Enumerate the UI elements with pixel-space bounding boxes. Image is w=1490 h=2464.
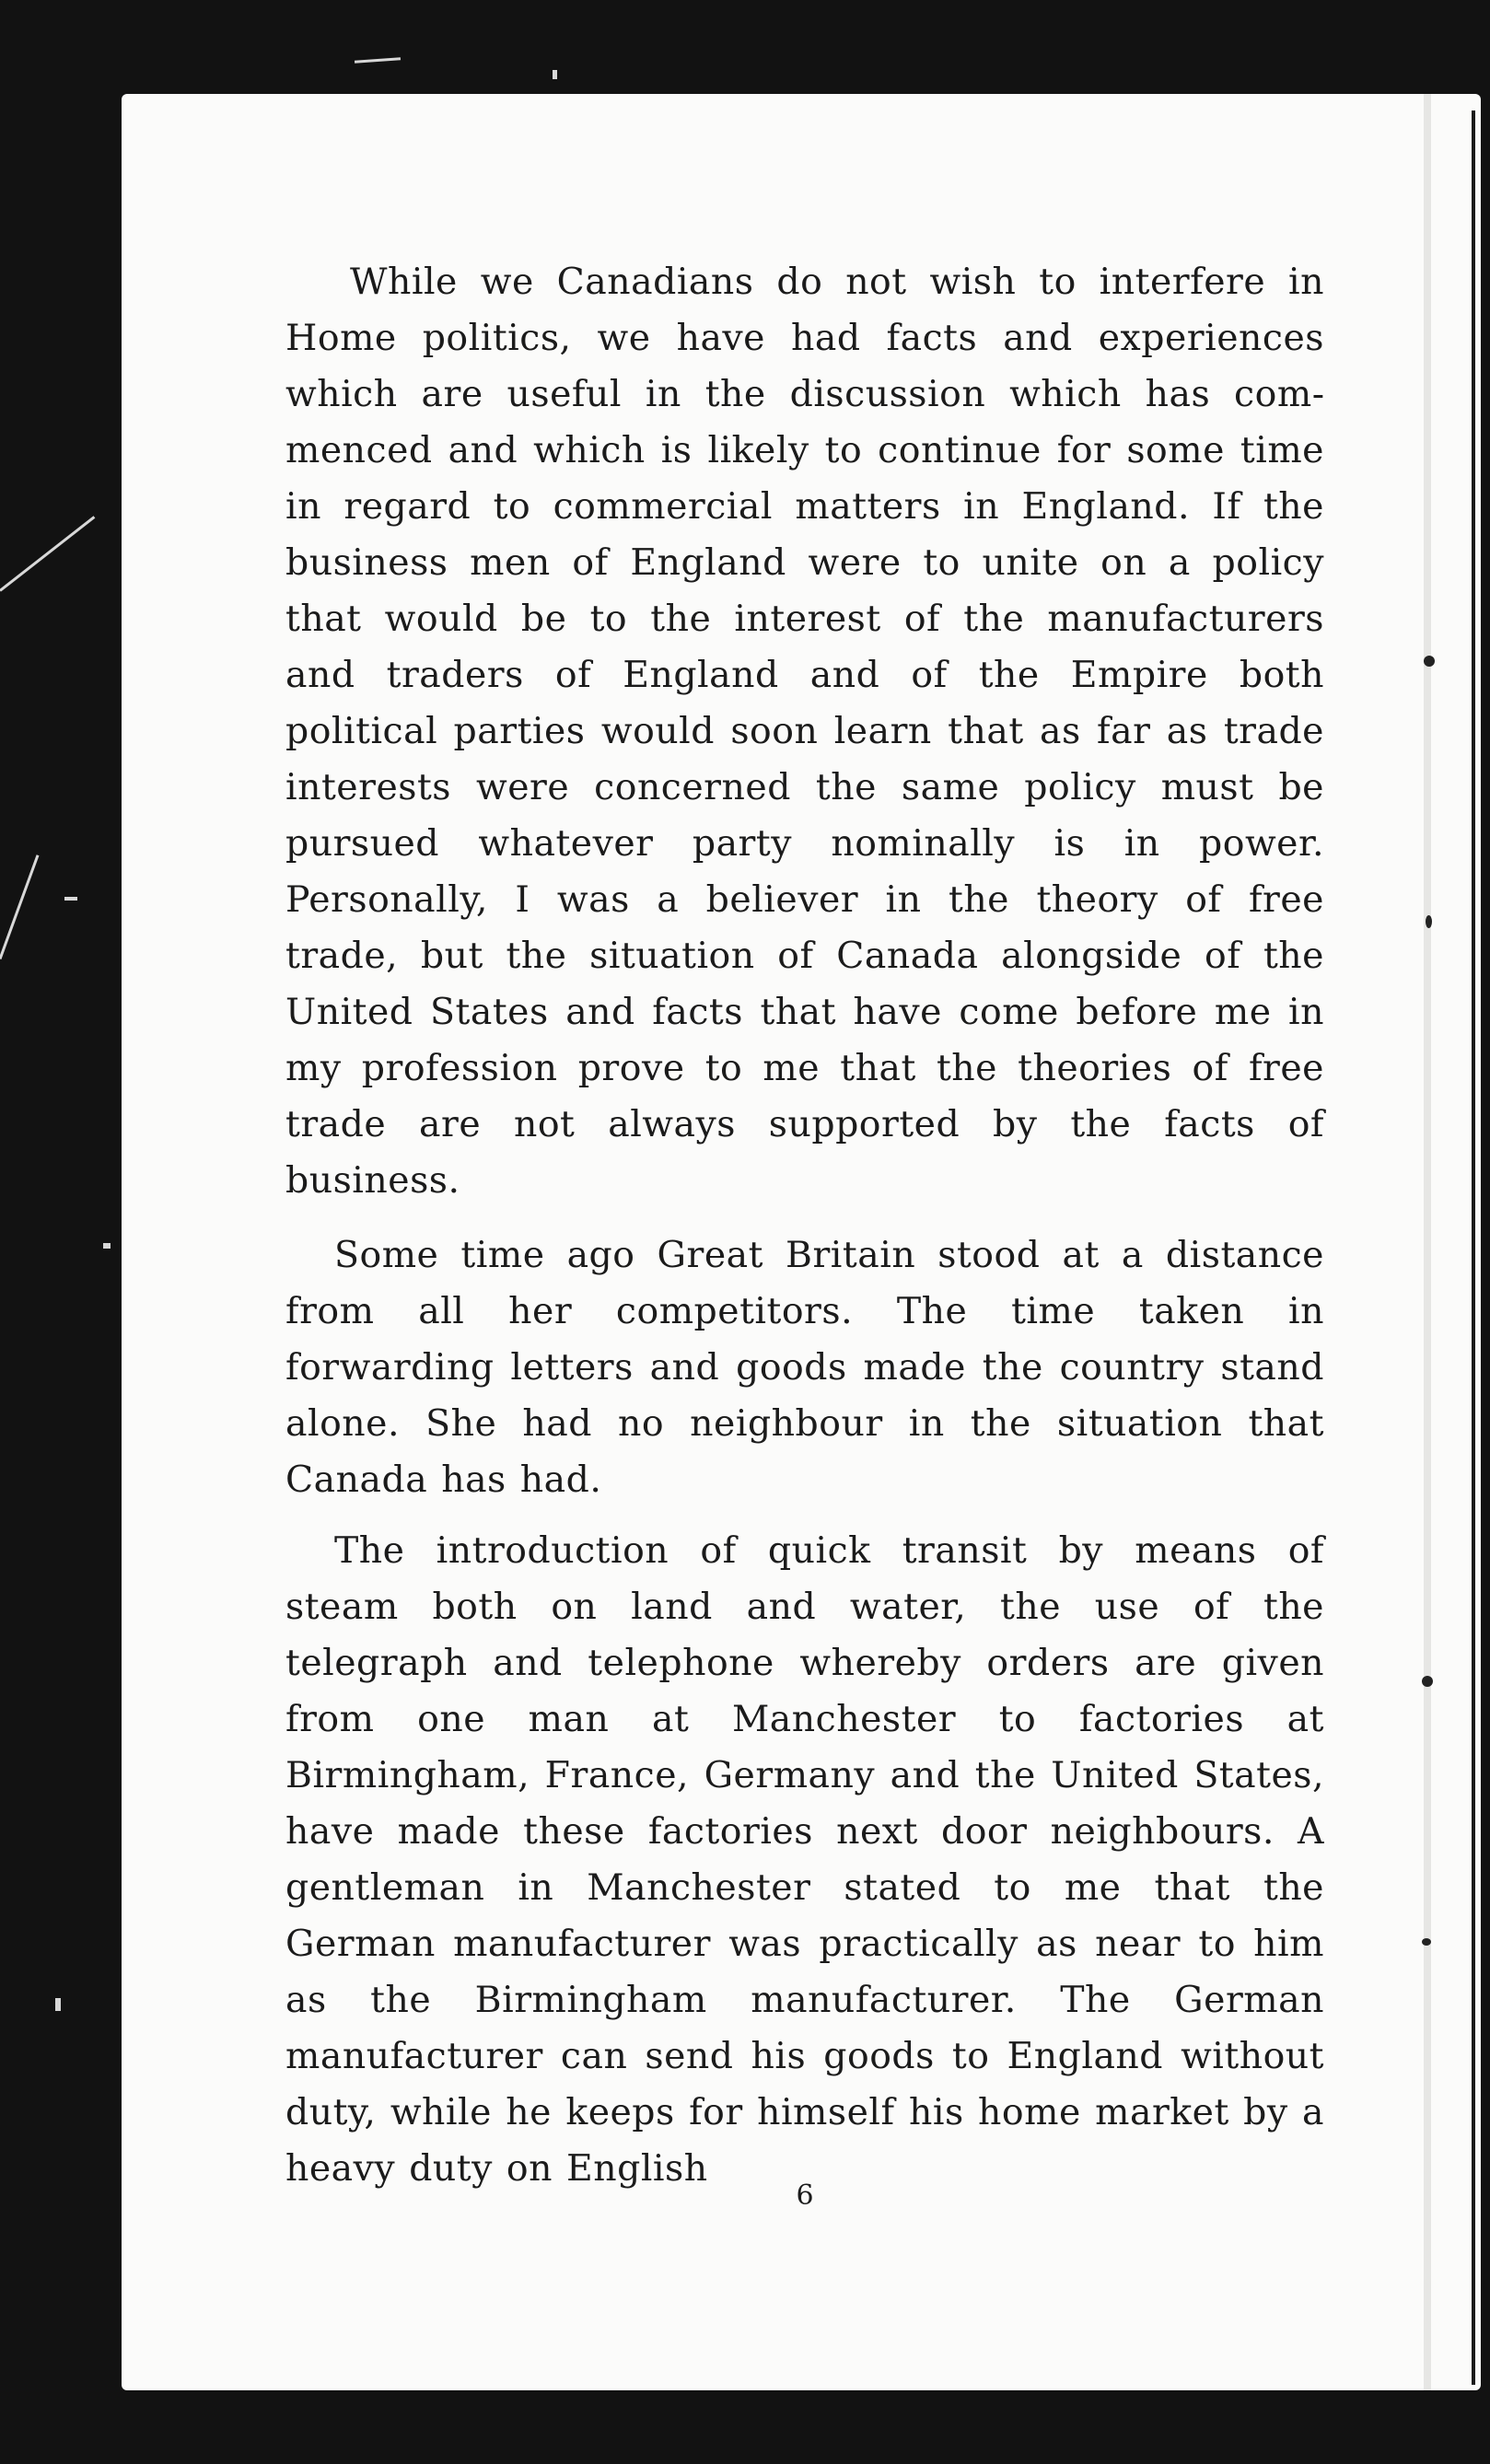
page-gutter xyxy=(1424,94,1431,2390)
page-number: 6 xyxy=(796,2179,814,2212)
margin-speck xyxy=(1424,656,1435,667)
margin-speck xyxy=(1426,915,1432,928)
body-paragraph: While we Canadians do not wish to interfere in Home politics, we have had facts and experiences which are useful in the discussion which has commenced and which is likely to continue for some time in regard to commercial matters in England. If the business men of England were to unite on a policy that would be to the interest of the manufacturers and traders of England and of the Empire both political parties would soon learn that as far as trade interests were concerned the same policy must be pursued whatever party nominally is in power. Personally, I was a believer in the theory of free trade, but the situation of Canada alongside of the United States and facts that have come before me in my profession prove to me that the theories of free trade are not always supported by the facts of business. xyxy=(285,261,1324,1202)
scan-mark xyxy=(64,897,77,901)
scan-mark xyxy=(55,1998,61,2011)
scan-mark xyxy=(553,70,557,79)
margin-speck xyxy=(1422,1676,1433,1687)
body-paragraph: Some time ago Great Britain stood at a distance from all her competitors. The time taken in forwarding letters and goods made the country stand alone. She had no neighbour in the situation that Canada has had. xyxy=(285,1234,1324,1501)
margin-speck xyxy=(1422,1938,1431,1946)
page-edge xyxy=(1472,110,1475,2385)
scan-mark xyxy=(103,1243,111,1249)
body-paragraph: The introduction of quick transit by means of steam both on land and water, the use of the telegraph and telephone whereby orders are given from one man at Manchester to factories at Birmingham, France, Germany and the United States, have made these factories next door neighbours. A gentleman in Manchester stated to me that the German manufacturer was practically as near to him as the Birmingham manufacturer. The German manufacturer can send his goods to England without duty, while he keeps for himself his home market by a heavy duty on English xyxy=(285,1529,1324,2190)
